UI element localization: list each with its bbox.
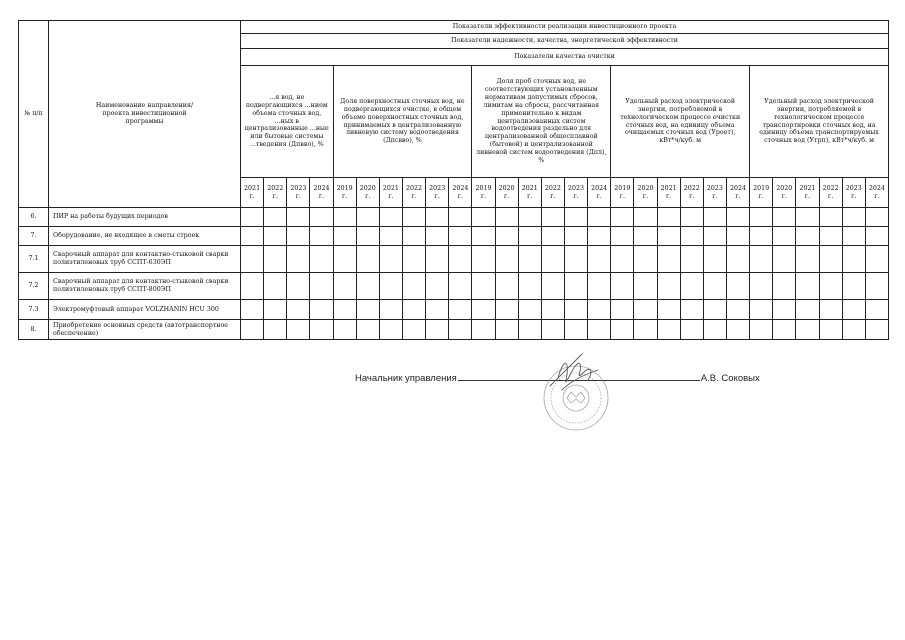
empty-cell [495, 246, 518, 273]
empty-cell [402, 208, 425, 227]
year-suffix: г. [341, 192, 348, 200]
empty-cell [402, 273, 425, 300]
empty-cell [773, 300, 796, 320]
empty-cell [865, 273, 888, 300]
year-suffix: г. [480, 192, 487, 200]
year-value: 2024 [730, 184, 747, 192]
year-header [865, 178, 888, 208]
empty-cell [680, 273, 703, 300]
year-value: 2020 [498, 184, 515, 192]
empty-cell [518, 227, 541, 246]
empty-cell [518, 208, 541, 227]
year-suffix: г. [596, 192, 602, 200]
empty-cell [402, 227, 425, 246]
empty-cell [287, 273, 310, 300]
empty-cell [796, 208, 819, 227]
empty-cell [564, 273, 587, 300]
empty-cell [310, 320, 333, 340]
empty-cell [634, 208, 657, 227]
year-suffix: г. [874, 192, 880, 200]
year-header [703, 178, 726, 208]
empty-cell [588, 273, 611, 300]
empty-cell [379, 227, 402, 246]
empty-cell [333, 246, 356, 273]
empty-cell [634, 227, 657, 246]
empty-cell [310, 273, 333, 300]
header-efficiency-indicators: Показатели эффективности реализации инвестиционного проекта [241, 21, 889, 34]
empty-cell [657, 320, 680, 340]
col-header-number: № п/п [19, 21, 49, 208]
table-row [19, 227, 889, 246]
year-value: 2023 [568, 184, 585, 192]
table-row [19, 320, 889, 340]
year-header [564, 178, 587, 208]
year-header [472, 178, 495, 208]
empty-cell [865, 246, 888, 273]
empty-cell [541, 320, 564, 340]
year-header [264, 178, 287, 208]
year-suffix: г. [527, 192, 533, 200]
empty-cell [564, 300, 587, 320]
empty-cell [842, 246, 865, 273]
empty-cell [426, 208, 449, 227]
year-header [842, 178, 865, 208]
year-header [634, 178, 657, 208]
empty-cell [495, 227, 518, 246]
empty-cell [680, 208, 703, 227]
empty-cell [657, 208, 680, 227]
empty-cell [726, 273, 749, 300]
empty-cell [703, 227, 726, 246]
signature-name: А.В. Соковых [700, 373, 760, 384]
row-number: 7.1 [19, 246, 49, 273]
empty-cell [634, 246, 657, 273]
row-number: 7.2 [19, 273, 49, 300]
empty-cell [819, 300, 842, 320]
empty-cell [865, 208, 888, 227]
empty-cell [703, 208, 726, 227]
year-suffix: г. [642, 192, 649, 200]
year-value: 2021 [660, 184, 677, 192]
empty-cell [356, 208, 379, 227]
empty-cell [241, 246, 264, 273]
empty-cell [241, 320, 264, 340]
empty-cell [241, 227, 264, 246]
empty-cell [541, 300, 564, 320]
year-header [356, 178, 379, 208]
empty-cell [449, 227, 472, 246]
empty-cell [588, 246, 611, 273]
year-header [750, 178, 773, 208]
empty-cell [703, 300, 726, 320]
year-header [657, 178, 680, 208]
empty-cell [750, 320, 773, 340]
year-suffix: г. [365, 192, 371, 200]
empty-cell [472, 227, 495, 246]
header-reliability-indicators: Показатели надежности, качества, энергетической эффективности [241, 34, 889, 49]
year-header [726, 178, 749, 208]
row-name: Сварочный аппарат для контактно-стыковой сварки полиэтиленовых труб ССПТ-630ЭП [49, 246, 241, 273]
empty-cell [472, 273, 495, 300]
empty-cell [426, 246, 449, 273]
empty-cell [865, 227, 888, 246]
empty-cell [819, 246, 842, 273]
year-value: 2020 [776, 184, 793, 192]
empty-cell [796, 320, 819, 340]
year-value: 2019 [614, 184, 631, 192]
year-suffix: г. [550, 192, 556, 200]
year-value: 2023 [845, 184, 862, 192]
empty-cell [518, 273, 541, 300]
empty-cell [657, 227, 680, 246]
year-header [310, 178, 333, 208]
year-header [379, 178, 402, 208]
year-value: 2023 [706, 184, 723, 192]
empty-cell [611, 208, 634, 227]
empty-cell [750, 208, 773, 227]
empty-cell [588, 320, 611, 340]
year-suffix: г. [804, 192, 811, 200]
empty-cell [796, 227, 819, 246]
year-value: 2021 [244, 184, 261, 192]
year-suffix: г. [318, 192, 325, 200]
empty-cell [541, 246, 564, 273]
year-value: 2022 [683, 184, 700, 192]
empty-cell [287, 300, 310, 320]
year-header [402, 178, 425, 208]
empty-cell [842, 320, 865, 340]
empty-cell [680, 227, 703, 246]
empty-cell [495, 300, 518, 320]
empty-cell [241, 300, 264, 320]
empty-cell [634, 320, 657, 340]
empty-cell [356, 227, 379, 246]
empty-cell [611, 273, 634, 300]
empty-cell [726, 208, 749, 227]
year-header [426, 178, 449, 208]
year-header [773, 178, 796, 208]
empty-cell [611, 320, 634, 340]
empty-cell [426, 273, 449, 300]
empty-cell [333, 208, 356, 227]
year-suffix: г. [619, 192, 625, 200]
empty-cell [495, 208, 518, 227]
empty-cell [796, 246, 819, 273]
year-header [287, 178, 310, 208]
empty-cell [611, 300, 634, 320]
year-suffix: г. [735, 192, 741, 200]
year-value: 2022 [406, 184, 423, 192]
table-row [19, 273, 889, 300]
year-value: 2019 [753, 184, 770, 192]
empty-cell [680, 300, 703, 320]
year-suffix: г. [851, 192, 857, 200]
empty-cell [264, 208, 287, 227]
year-header [819, 178, 842, 208]
year-value: 2019 [475, 184, 492, 192]
empty-cell [333, 227, 356, 246]
empty-cell [356, 246, 379, 273]
year-value: 2020 [637, 184, 654, 192]
year-header [611, 178, 634, 208]
empty-cell [287, 227, 310, 246]
empty-cell [449, 300, 472, 320]
empty-cell [402, 246, 425, 273]
empty-cell [750, 273, 773, 300]
table-row [19, 208, 889, 227]
year-value: 2021 [521, 184, 538, 192]
year-value: 2022 [822, 184, 839, 192]
empty-cell [842, 208, 865, 227]
empty-cell [773, 246, 796, 273]
indicator-group-5: Удельный расход электрической энергии, потребляемой в технологическом процессе транспортировки сточных вод, на единицу объема транспортируемых сточных вод (Утрп), кВт*ч/куб. м [750, 66, 889, 178]
empty-cell [264, 246, 287, 273]
empty-cell [634, 300, 657, 320]
empty-cell [518, 246, 541, 273]
empty-cell [726, 246, 749, 273]
empty-cell [657, 273, 680, 300]
year-header [541, 178, 564, 208]
empty-cell [657, 300, 680, 320]
empty-cell [426, 227, 449, 246]
empty-cell [264, 300, 287, 320]
year-header [241, 178, 264, 208]
row-name: Сварочный аппарат для контактно-стыковой сварки полиэтиленовых труб ССПТ-800ЭП [49, 273, 241, 300]
year-header [518, 178, 541, 208]
year-suffix: г. [758, 192, 764, 200]
empty-cell [472, 246, 495, 273]
empty-cell [495, 320, 518, 340]
empty-cell [726, 320, 749, 340]
indicator-group-4: Удельный расход электрической энергии, потребляемой в технологическом процессе очистки сточных вод, на единицу объема очищаемых сточных вод (Уроет), кВт*ч/куб. м [611, 66, 750, 178]
empty-cell [333, 300, 356, 320]
empty-cell [703, 320, 726, 340]
empty-cell [564, 227, 587, 246]
empty-cell [241, 208, 264, 227]
empty-cell [588, 300, 611, 320]
official-stamp-with-signature [536, 350, 616, 435]
empty-cell [703, 246, 726, 273]
empty-cell [541, 227, 564, 246]
empty-cell [449, 246, 472, 273]
signature-position: Начальник управления [355, 373, 457, 384]
row-name: ПИР на работы будущих периодов [49, 208, 241, 227]
empty-cell [310, 208, 333, 227]
empty-cell [333, 273, 356, 300]
empty-cell [333, 320, 356, 340]
empty-cell [726, 300, 749, 320]
empty-cell [657, 246, 680, 273]
year-value: 2023 [429, 184, 446, 192]
empty-cell [541, 273, 564, 300]
empty-cell [518, 320, 541, 340]
empty-cell [726, 227, 749, 246]
empty-cell [819, 208, 842, 227]
row-number: 8. [19, 320, 49, 340]
year-value: 2022 [267, 184, 284, 192]
year-suffix: г. [249, 192, 255, 200]
empty-cell [564, 246, 587, 273]
row-name: Приобретение основных средств (автотранспортное обеспечение) [49, 320, 241, 340]
empty-cell [264, 320, 287, 340]
empty-cell [495, 273, 518, 300]
empty-cell [379, 320, 402, 340]
empty-cell [472, 300, 495, 320]
empty-cell [750, 300, 773, 320]
indicator-group-1: ...я вод, не подвергающихся ...нием объема сточных вод, ...ных в централизованные ...ные или бытовые системы ...тведения (Дпвво), % [241, 66, 334, 178]
year-value: 2024 [868, 184, 885, 192]
empty-cell [588, 208, 611, 227]
empty-cell [472, 208, 495, 227]
empty-cell [865, 300, 888, 320]
year-value: 2021 [382, 184, 399, 192]
empty-cell [356, 273, 379, 300]
empty-cell [426, 320, 449, 340]
row-number: 7. [19, 227, 49, 246]
empty-cell [611, 227, 634, 246]
investment-indicators-table [18, 20, 889, 340]
empty-cell [842, 273, 865, 300]
year-suffix: г. [573, 192, 579, 200]
table-row [19, 246, 889, 273]
empty-cell [310, 300, 333, 320]
empty-cell [379, 273, 402, 300]
empty-cell [379, 246, 402, 273]
year-header [680, 178, 703, 208]
empty-cell [703, 273, 726, 300]
empty-cell [402, 300, 425, 320]
empty-cell [449, 208, 472, 227]
empty-cell [264, 227, 287, 246]
empty-cell [379, 208, 402, 227]
year-suffix: г. [665, 192, 672, 200]
empty-cell [449, 273, 472, 300]
empty-cell [310, 246, 333, 273]
year-value: 2023 [290, 184, 307, 192]
year-header [588, 178, 611, 208]
year-suffix: г. [503, 192, 510, 200]
empty-cell [588, 227, 611, 246]
year-suffix: г. [295, 192, 301, 200]
empty-cell [356, 320, 379, 340]
empty-cell [634, 273, 657, 300]
year-header [495, 178, 518, 208]
year-suffix: г. [272, 192, 278, 200]
year-value: 2021 [799, 184, 816, 192]
empty-cell [773, 273, 796, 300]
year-suffix: г. [411, 192, 417, 200]
empty-cell [310, 227, 333, 246]
row-number: 7.3 [19, 300, 49, 320]
empty-cell [264, 273, 287, 300]
year-value: 2020 [359, 184, 376, 192]
empty-cell [472, 320, 495, 340]
empty-cell [842, 227, 865, 246]
year-value: 2019 [336, 184, 353, 192]
year-suffix: г. [388, 192, 394, 200]
year-value: 2024 [313, 184, 330, 192]
row-number: 6. [19, 208, 49, 227]
empty-cell [773, 208, 796, 227]
empty-cell [819, 273, 842, 300]
empty-cell [865, 320, 888, 340]
empty-cell [379, 300, 402, 320]
row-name: Электромуфтовый аппарат VOLZHANIN HCU 300 [49, 300, 241, 320]
empty-cell [426, 300, 449, 320]
col-header-name: Наименование направления/ проекта инвестиционной программы [49, 21, 241, 208]
indicator-group-2: Доля поверхностных сточных вод, не подвергающихся очистке, в общем объеме поверхностных сточных вод, принимаемых в централизованную ливневую систему водоотведения (Дпсвво), % [333, 66, 472, 178]
year-header [449, 178, 472, 208]
header-cleaning-quality: Показатели качества очистки [241, 49, 889, 66]
empty-cell [564, 320, 587, 340]
empty-cell [241, 273, 264, 300]
empty-cell [611, 246, 634, 273]
indicator-group-3: Доля проб сточных вод, не соответствующих установленным нормативам допустимых сбросов, лимитам на сбросы, рассчитанная применительно к видам централизованных систем водоотведения раздельно для централизованной общесплавной (бытовой) и централизованной ливневой систем водоотведения (Дпл), % [472, 66, 611, 178]
table-row [19, 300, 889, 320]
year-suffix: г. [827, 192, 834, 200]
year-suffix: г. [781, 192, 787, 200]
empty-cell [564, 208, 587, 227]
year-value: 2022 [544, 184, 561, 192]
empty-cell [773, 320, 796, 340]
year-suffix: г. [689, 192, 695, 200]
empty-cell [750, 227, 773, 246]
empty-cell [680, 320, 703, 340]
year-header [796, 178, 819, 208]
empty-cell [287, 320, 310, 340]
empty-cell [796, 273, 819, 300]
empty-cell [356, 300, 379, 320]
year-value: 2024 [452, 184, 469, 192]
empty-cell [819, 320, 842, 340]
year-suffix: г. [457, 192, 463, 200]
empty-cell [287, 208, 310, 227]
empty-cell [819, 227, 842, 246]
empty-cell [287, 246, 310, 273]
empty-cell [541, 208, 564, 227]
empty-cell [518, 300, 541, 320]
year-suffix: г. [434, 192, 440, 200]
row-name: Оборудование, не входящее в сметы строек [49, 227, 241, 246]
year-suffix: г. [712, 192, 718, 200]
year-value: 2024 [591, 184, 608, 192]
header-row-top [19, 21, 889, 34]
empty-cell [842, 300, 865, 320]
empty-cell [773, 227, 796, 246]
empty-cell [402, 320, 425, 340]
empty-cell [796, 300, 819, 320]
empty-cell [680, 246, 703, 273]
empty-cell [750, 246, 773, 273]
year-header [333, 178, 356, 208]
empty-cell [449, 320, 472, 340]
